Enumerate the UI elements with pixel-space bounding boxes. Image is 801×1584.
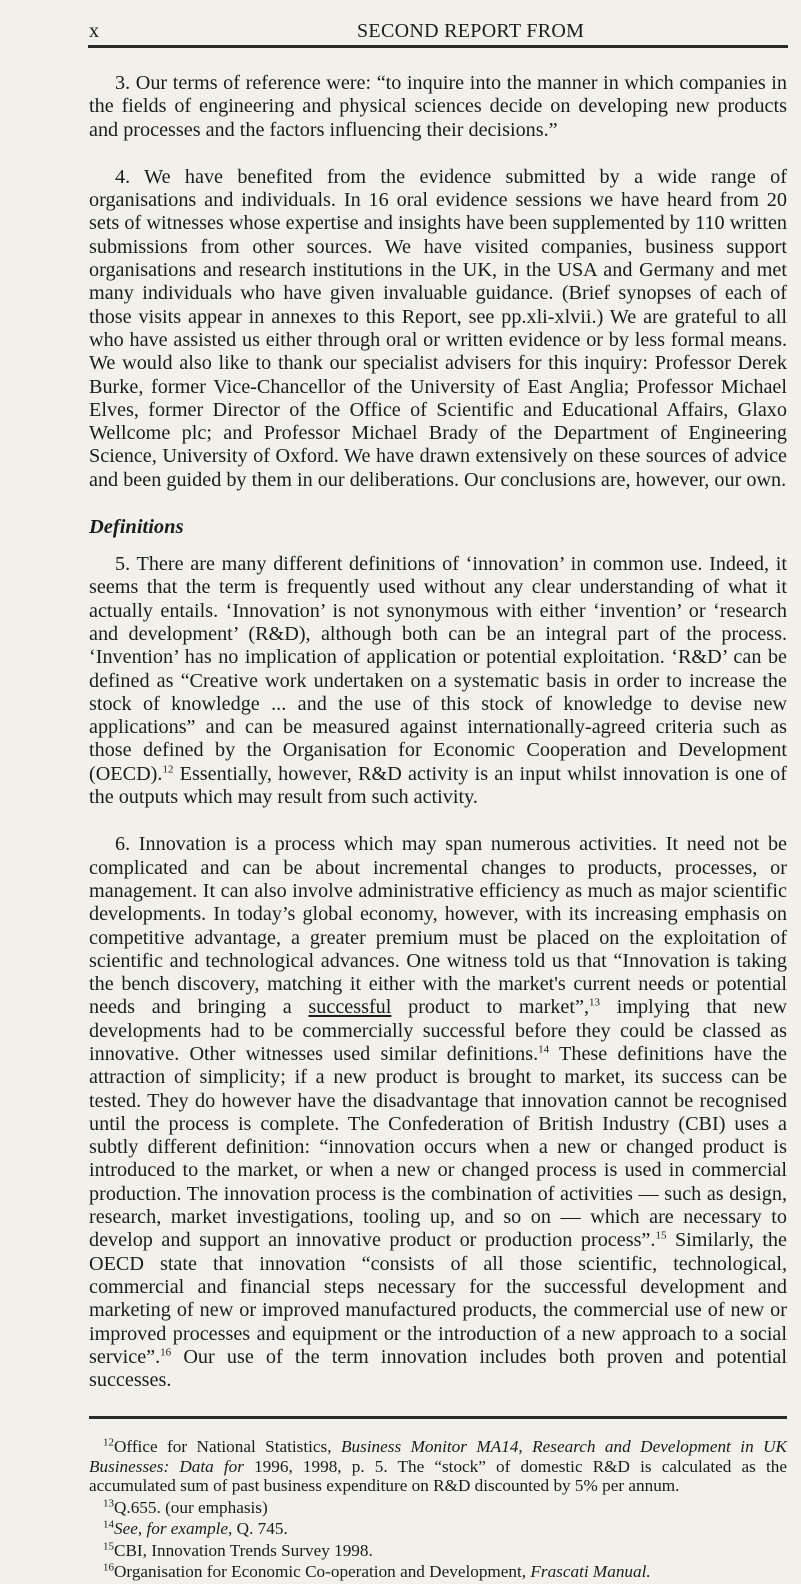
section-heading-definitions: Definitions <box>89 516 184 539</box>
paragraph-6-text-b: product to market”, <box>391 996 589 1019</box>
footnote-rule <box>89 1416 787 1419</box>
paragraph-5-text-a: 5. There are many different definitions of ‘innovation’ in common use. Indeed, it seems that the term is frequently used without any clear understanding of what it actually entails. ‘Innovation’ is not synonymous with either ‘invention’ or ‘research and development’ (R&D), although both can be an integral part of the process. ‘Invention’ has no implication of application or potential exploitation. ‘R&D’ can be defined as “Creative work undertaken on a systematic basis in order to increase the stock of knowledge ... and the use of this stock of knowledge to devise new applications” and can be measured against internationally-agreed criteria such as those defined by the Organisation for Economic Cooperation and Development (OECD). <box>89 553 787 785</box>
footnote-text: CBI, Innovation Trends Survey 1998. <box>114 1540 373 1560</box>
footnote-15 <box>89 1541 787 1561</box>
report-body <box>89 72 787 1584</box>
paragraph-3: 3. Our terms of reference were: “to inquire into the manner in which companies in the fields of engineering and physical sciences decide on developing new products and processes and the factors influencing their decisions.” <box>89 72 787 141</box>
paragraph-6-text-d: These definitions have the attraction of simplicity; if a new product is brought to market, its success can be tested. They do however have the disadvantage that innovation cannot be recognised until the process is complete. The Confederation of British Industry (CBI) uses a subtly different definition: “innovation occurs when a new or changed product is introduced to the market, or when a new or changed process is used in commercial production. The innovation process is the combination of activities — such as design, research, market investigations, tooling up, and so on — which are necessary to develop and support an innovative product or production process”. <box>89 1042 787 1252</box>
paragraph-5-text-b: Essentially, however, R&D activity is an input whilst innovation is one of the outputs which may result from such activity. <box>89 762 787 809</box>
paragraph-6-emphasis: successful <box>308 996 392 1019</box>
footnote-text: Organisation for Economic Co-operation and Development, <box>114 1562 531 1582</box>
footnote-ref-13[interactable]: 13 <box>589 996 600 1009</box>
footnote-emphasis: See, for example, <box>114 1519 233 1539</box>
footnote-text: Q. 745. <box>232 1519 288 1539</box>
paragraph-5 <box>89 553 787 809</box>
footnote-12 <box>89 1437 787 1496</box>
footnote-number: 16 <box>103 1561 114 1574</box>
footnote-number: 15 <box>103 1540 114 1553</box>
footnote-title: Business Monitor MA14, Research and Development in UK Businesses: Data for <box>89 1437 787 1476</box>
paragraph-6-text-a: 6. Innovation is a process which may span numerous activities. It need not be complicated and can be about incremental changes to products, processes, or management. It can also involve administrative efficiency as much as major scientific developments. In today’s global economy, however, with its increasing emphasis on competitive advantage, a greater premium must be placed on the exploitation of scientific and technological advances. One witness told us that “Innovation is taking the bench discovery, matching it either with the market's current needs or potential needs and bringing a <box>89 833 787 1019</box>
footnotes <box>89 1437 787 1582</box>
paragraph-6-text-c: implying that new developments had to be commercially successful before they could be classed as innovative. Other witnesses used similar definitions. <box>89 996 787 1065</box>
footnote-ref-15[interactable]: 15 <box>655 1229 667 1242</box>
header-rule <box>88 45 788 48</box>
page-number: x <box>89 20 99 42</box>
footnote-number: 13 <box>103 1497 114 1510</box>
footnote-ref-14[interactable]: 14 <box>538 1043 550 1056</box>
paragraph-6-text-e: Similarly, the OECD state that innovation “consists of all those scientific, technological, commercial and financial steps necessary for the successful development and marketing of new or improved manufactured products, the commercial use of new or improved processes and equipment or the introduction of a new approach to a social service”. <box>89 1229 787 1368</box>
running-title: SECOND REPORT FROM <box>357 20 585 42</box>
footnote-text: 1996, 1998, p. 5. The “stock” of domestic R&D is calculated as the accumulated sum of past business expenditure on R&D discounted by 5% per annum. <box>89 1456 787 1496</box>
footnote-14 <box>89 1519 787 1539</box>
footnote-ref-16[interactable]: 16 <box>160 1346 172 1359</box>
footnote-number: 12 <box>103 1436 114 1449</box>
footnote-title: Frascati Manual. <box>530 1562 651 1582</box>
footnote-16 <box>89 1562 787 1582</box>
footnote-text: Q.655. (our emphasis) <box>114 1497 268 1517</box>
footnote-13 <box>89 1498 787 1518</box>
paragraph-6 <box>89 833 787 1392</box>
footnote-number: 14 <box>103 1518 114 1531</box>
footnote-ref-12[interactable]: 12 <box>162 762 174 775</box>
paragraph-4: 4. We have benefited from the evidence submitted by a wide range of organisations and individuals. In 16 oral evidence sessions we have heard from 20 sets of witnesses whose expertise and insights have been supplemented by 110 written submissions from other sources. We have visited companies, business support organisations and research institutions in the UK, in the USA and Germany and met many individuals who have given invaluable guidance. (Brief synopses of each of those visits appear in annexes to this Report, see pp.xli-xlvii.) We are grateful to all who have assisted us either through oral or written evidence or by less formal means. We would also like to thank our specialist advisers for this inquiry: Professor Derek Burke, former Vice-Chancellor of the University of East Anglia; Professor Michael Elves, former Director of the Office of Scientific and Educational Affairs, Glaxo Wellcome plc; and Professor Michael Brady of the Department of Engineering Science, University of Oxford. We have drawn extensively on these sources of advice and been guided by them in our deliberations. Our conclusions are, however, our own. <box>89 165 787 491</box>
footnote-text: Office for National Statistics, <box>114 1437 341 1457</box>
paragraph-6-text-f: Our use of the term innovation includes both proven and potential successes. <box>89 1345 787 1392</box>
